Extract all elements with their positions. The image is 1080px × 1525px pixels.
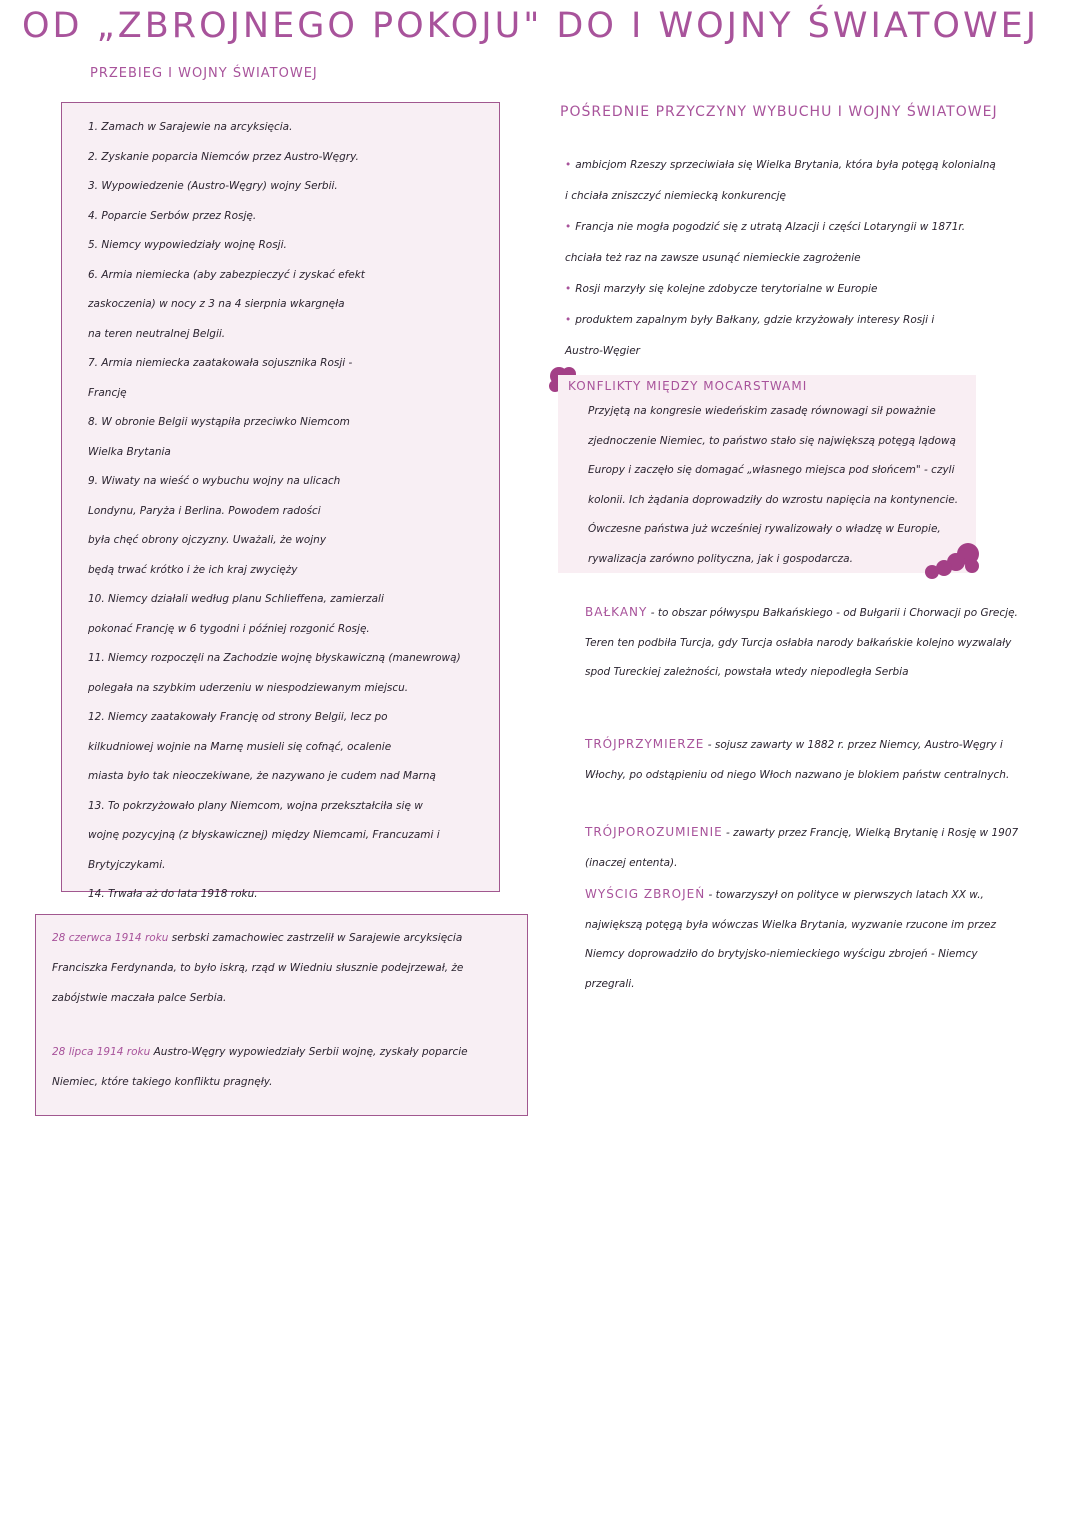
term-text: - to obszar półwyspu Bałkańskiego - od Bułgarii i Chorwacji po Grecję. Teren ten podbiła Turcja, gdy Turcja osłabła narody bałkańskie kolejno wyzwalały spod Tureckiej zależności, powstała wtedy niepodległa Serbia bbox=[585, 607, 1018, 678]
timeline-item: na teren neutralnej Belgii. bbox=[88, 327, 226, 340]
timeline-item: miasta było tak nieoczekiwane, że nazywano je cudem nad Marną bbox=[88, 770, 436, 782]
date-label: 28 lipca 1914 roku bbox=[52, 1046, 151, 1058]
term-label: TRÓJPRZYMIERZE bbox=[585, 737, 705, 751]
timeline-item: 6. Armia niemiecka (aby zabezpieczyć i zyskać efekt bbox=[88, 268, 365, 281]
definition-balkany bbox=[585, 598, 1025, 688]
date-entry bbox=[52, 923, 511, 1013]
term-text: - towarzyszył on polityce w pierwszych latach XX w., największą potęgą była wówczas Wielka Brytania, wyzwanie rzucone im przez Niemcy doprowadziło do brytyjsko-niemieckiego wyścigu zbrojeń - Niemcy przegrali. bbox=[585, 889, 996, 990]
timeline-item: polegała na szybkim uderzeniu w niespodziewanym miejscu. bbox=[88, 681, 409, 694]
cause-text: Austro-Węgier bbox=[565, 345, 640, 357]
timeline-item: Francję bbox=[88, 386, 127, 399]
cause-text: Rosji marzyły się kolejne zdobycze terytorialne w Europie bbox=[575, 283, 878, 295]
term-label: BAŁKANY bbox=[585, 605, 648, 619]
term-label: WYŚCIG ZBROJEŃ bbox=[585, 887, 706, 901]
timeline-item: 13. To pokrzyżowało plany Niemcom, wojna przekształciła się w bbox=[88, 799, 423, 812]
timeline-item: 7. Armia niemiecka zaatakowała sojusznika Rosji - bbox=[88, 357, 353, 369]
timeline-item: pokonać Francję w 6 tygodni i później rozgonić Rosję. bbox=[88, 622, 370, 635]
timeline-item: 9. Wiwaty na wieść o wybuchu wojny na ulicach bbox=[88, 475, 341, 487]
timeline-item: 8. W obronie Belgii wystąpiła przeciwko Niemcom bbox=[88, 416, 350, 428]
causes-title: POŚREDNIE PRZYCZYNY WYBUCHU I WOJNY ŚWIATOWEJ bbox=[560, 104, 998, 120]
timeline-item: zaskoczenia) w nocy z 3 na 4 sierpnia wkargnęła bbox=[88, 298, 345, 310]
timeline-item: 2. Zyskanie poparcia Niemców przez Austro-Węgry. bbox=[88, 150, 359, 163]
section-subtitle: PRZEBIEG I WOJNY ŚWIATOWEJ bbox=[90, 66, 318, 81]
definition-trojporozumienie bbox=[585, 818, 1025, 878]
timeline-item: będą trwać krótko i że ich kraj zwycięży bbox=[88, 563, 298, 576]
timeline-item: 5. Niemcy wypowiedziały wojnę Rosji. bbox=[88, 239, 287, 251]
cause-text: Francja nie mogła pogodzić się z utratą Alzacji i części Lotaryngii w 1871r. bbox=[575, 221, 966, 233]
timeline-item: 10. Niemcy działali według planu Schlieffena, zamierzali bbox=[88, 593, 384, 605]
cause-item bbox=[565, 336, 1035, 367]
timeline-item: 1. Zamach w Sarajewie na arcyksięcia. bbox=[88, 121, 293, 133]
definition-trojprzymierze bbox=[585, 730, 1025, 790]
cause-item bbox=[565, 243, 1035, 274]
conflicts-box bbox=[558, 375, 976, 573]
cause-item bbox=[565, 150, 1035, 181]
causes-list bbox=[565, 150, 1035, 367]
definition-wyscig-zbrojen bbox=[585, 880, 1025, 999]
bullet-icon: • bbox=[565, 159, 572, 171]
cause-item bbox=[565, 305, 1035, 336]
timeline-item: 3. Wypowiedzenie (Austro-Węgry) wojny Serbii. bbox=[88, 180, 338, 192]
conflicts-text: Przyjętą na kongresie wiedeńskim zasadę równowagi sił poważnie zjednoczenie Niemiec, to państwo stało się największą potęgą lądową Europy i zaczęło się domagać „własnego miejsca pod słońcem" - czyli kolonii. Ich żądania doprowadziły do wzrostu napięcia na kontynencie. Ówczesne państwa już wcześniej rywalizowały o władzę w Europie, rywalizacja zarówno polityczna, jak i gospodarcza. bbox=[588, 405, 959, 565]
conflicts-title: KONFLIKTY MIĘDZY MOCARSTWAMI bbox=[568, 379, 808, 393]
cause-text: chciała też raz na zawsze usunąć niemieckie zagrożenie bbox=[565, 252, 861, 264]
page-title: OD „ZBROJNEGO POKOJU" DO I WOJNY ŚWIATOWEJ bbox=[22, 6, 1040, 46]
cause-item bbox=[565, 181, 1035, 212]
timeline-item: 12. Niemcy zaatakowały Francję od strony Belgii, lecz po bbox=[88, 711, 388, 723]
term-text: - sojusz zawarty w 1882 r. przez Niemcy, Austro-Węgry i Włochy, po odstąpieniu od niego Włoch nazwano je blokiem państw centralnych. bbox=[585, 739, 1010, 781]
cause-text: ambicjom Rzeszy sprzeciwiała się Wielka Brytania, która była potęgą kolonialną bbox=[575, 159, 996, 171]
timeline-item: była chęć obrony ojczyzny. Uważali, że wojny bbox=[88, 534, 327, 546]
timeline-item: 11. Niemcy rozpoczęli na Zachodzie wojnę błyskawiczną (manewrową) bbox=[88, 652, 461, 664]
cause-text: i chciała zniszczyć niemiecką konkurencję bbox=[565, 190, 787, 202]
date-text: Austro-Węgry wypowiedziały Serbii wojnę, zyskały poparcie Niemiec, które takiego konfliktu pragnęły. bbox=[52, 1046, 468, 1088]
timeline-item: 4. Poparcie Serbów przez Rosję. bbox=[88, 209, 257, 222]
timeline-item: 14. Trwała aż do lata 1918 roku. bbox=[88, 888, 258, 900]
cause-item bbox=[565, 274, 1035, 305]
bullet-icon: • bbox=[565, 314, 572, 326]
timeline-item: kilkudniowej wojnie na Marnę musieli się cofnąć, ocalenie bbox=[88, 740, 392, 753]
timeline-item: Londynu, Paryża i Berlina. Powodem radości bbox=[88, 504, 321, 517]
timeline-item: wojnę pozycyjną (z błyskawicznej) między Niemcami, Francuzami i Brytyjczykami. bbox=[88, 829, 440, 871]
decorative-blob-icon bbox=[920, 540, 985, 585]
bullet-icon: • bbox=[565, 283, 572, 295]
cause-text: produktem zapalnym były Bałkany, gdzie krzyżowały interesy Rosji i bbox=[575, 314, 935, 326]
bullet-icon: • bbox=[565, 221, 572, 233]
timeline-list bbox=[88, 113, 485, 910]
term-label: TRÓJPOROZUMIENIE bbox=[585, 825, 723, 839]
key-dates-box bbox=[35, 914, 528, 1116]
timeline-item: Wielka Brytania bbox=[88, 445, 171, 458]
timeline-box bbox=[61, 102, 500, 900]
term-text: - zawarty przez Francję, Wielką Brytanię i Rosję w 1907 (inaczej ententa). bbox=[585, 827, 1019, 869]
date-text: serbski zamachowiec zastrzelił w Sarajewie arcyksięcia Franciszka Ferdynanda, to było iskrą, rząd w Wiedniu słusznie podejrzewał, że zabójstwie maczała palce Serbia. bbox=[52, 932, 464, 1004]
date-entry bbox=[52, 1037, 511, 1097]
cause-item bbox=[565, 212, 1035, 243]
date-label: 28 czerwca 1914 roku bbox=[52, 932, 169, 944]
